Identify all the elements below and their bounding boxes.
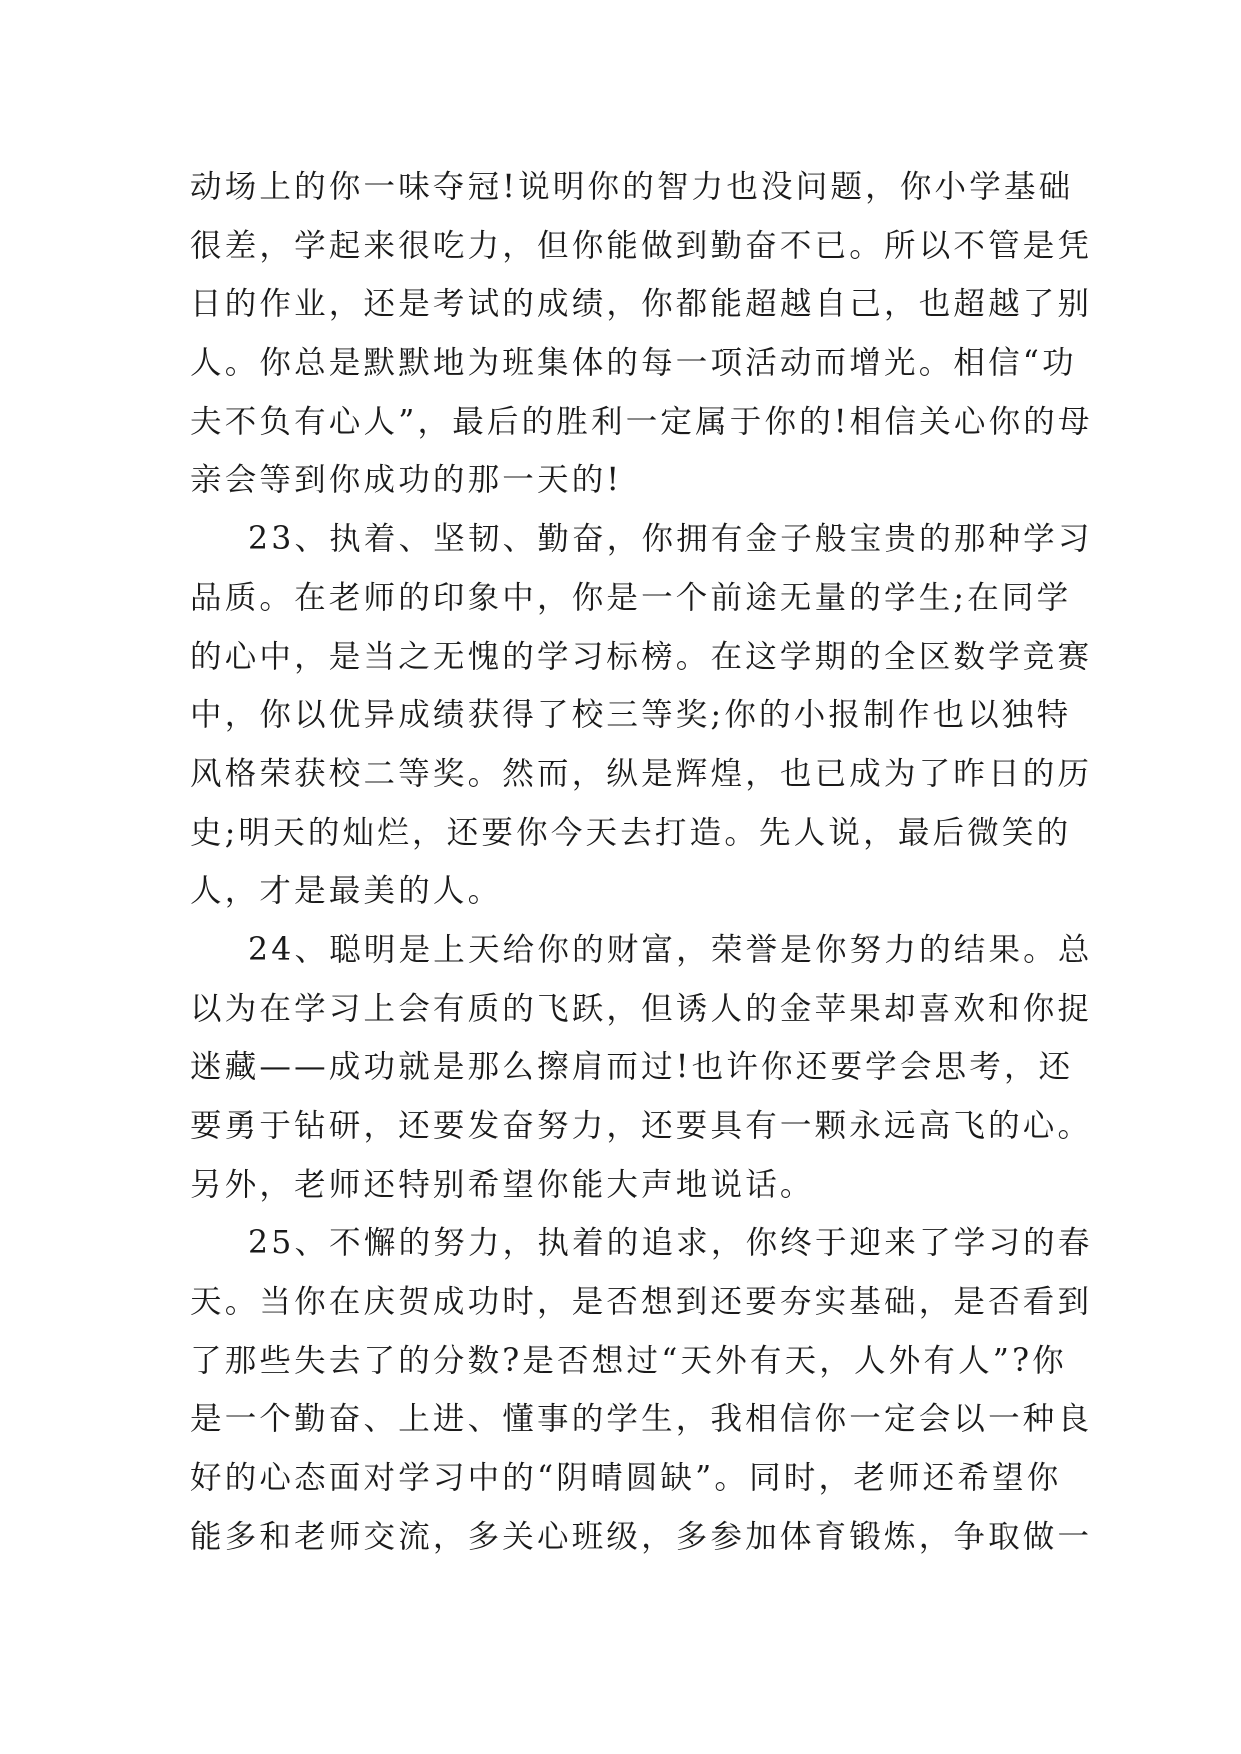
document-body <box>190 158 1093 1567</box>
text-line: 人，才是最美的人。 <box>190 873 503 910</box>
text-line: 要勇于钻研，还要发奋努力，还要具有一颗永远高飞的心。 <box>190 1108 1093 1144</box>
text-line: 人。你总是默默地为班集体的每一项活动而增光。相信“功 <box>190 345 1077 382</box>
text-line: 天。当你在庆贺成功时，是否想到还要夯实基础，是否看到 <box>190 1284 1093 1321</box>
text-line: 能多和老师交流，多关心班级，多参加体育锻炼，争取做一 <box>190 1518 1093 1555</box>
text-line: 品质。在老师的印象中，你是一个前途无量的学生;在同学 <box>190 579 1072 616</box>
text-line: 的心中，是当之无愧的学习标榜。在这学期的全区数学竞赛 <box>190 638 1093 675</box>
text-line: 夫不负有心人”，最后的胜利一定属于你的!相信关心你的母 <box>190 403 1093 440</box>
text-line: 以为在学习上会有质的飞跃，但诱人的金苹果却喜欢和你捉 <box>190 990 1093 1027</box>
text-line: 史;明天的灿烂，还要你今天去打造。先人说，最后微笑的 <box>190 814 1072 851</box>
text-line: 迷藏——成功就是那么擦肩而过!也许你还要学会思考，还 <box>190 1049 1074 1086</box>
paragraph-first-line: 24、聪明是上天给你的财富，荣誉是你努力的结果。总 <box>248 931 1093 968</box>
text-line: 动场上的你一味夺冠!说明你的智力也没问题，你小学基础 <box>190 169 1074 205</box>
text-line: 风格荣获校二等奖。然而，纵是辉煌，也已成为了昨日的历 <box>190 755 1093 792</box>
text-line: 中，你以优异成绩获得了校三等奖;你的小报制作也以独特 <box>190 697 1072 734</box>
text-line: 亲会等到你成功的那一天的! <box>190 462 623 499</box>
text-line: 好的心态面对学习中的“阴晴圆缺”。同时，老师还希望你 <box>190 1460 1062 1497</box>
text-line: 了那些失去了的分数?是否想过“天外有天，人外有人”?你 <box>190 1342 1067 1379</box>
paragraph-first-line: 25、不懈的努力，执着的追求，你终于迎来了学习的春 <box>248 1225 1093 1262</box>
text-line: 是一个勤奋、上进、懂事的学生，我相信你一定会以一种良 <box>190 1401 1093 1438</box>
paragraph-first-line: 23、执着、坚韧、勤奋，你拥有金子般宝贵的那种学习 <box>248 521 1093 558</box>
text-line: 日的作业，还是考试的成绩，你都能超越自己，也超越了别 <box>190 286 1093 323</box>
text-line: 另外，老师还特别希望你能大声地说话。 <box>190 1166 815 1203</box>
text-line: 很差，学起来很吃力，但你能做到勤奋不已。所以不管是凭 <box>190 227 1093 264</box>
